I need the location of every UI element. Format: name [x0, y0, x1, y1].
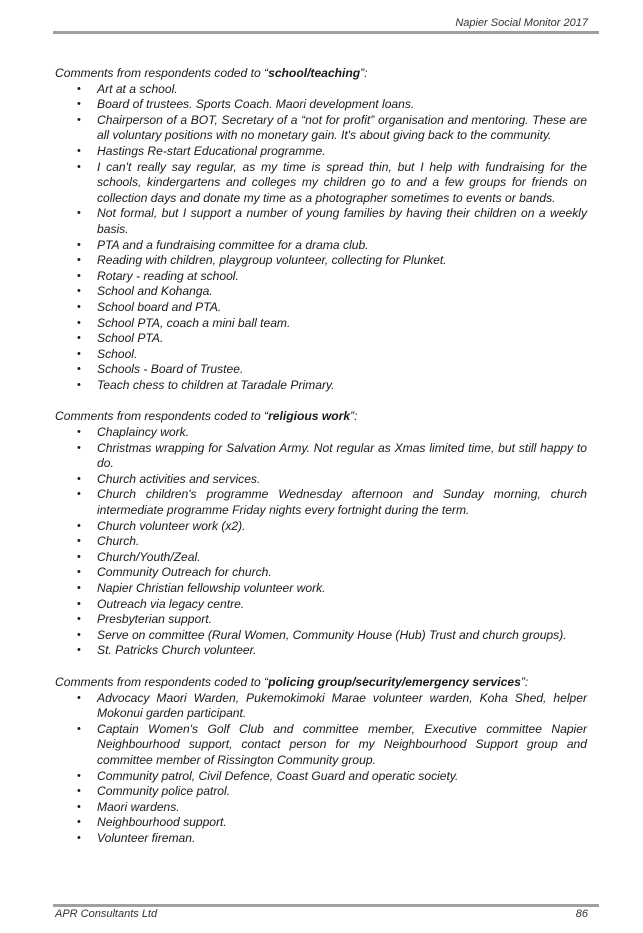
list-item: [77, 721, 587, 769]
list-item-text: Community police patrol.: [97, 784, 231, 799]
list-item: [77, 768, 587, 785]
list-item-text: Outreach via legacy centre.: [97, 596, 245, 611]
list-item-text: School and Kohanga.: [97, 284, 213, 299]
list-item-text: Board of trustees. Sports Coach. Maori development loans.: [97, 97, 415, 112]
bullet-icon: •: [77, 207, 81, 220]
list-item-text: Church/Youth/Zeal.: [97, 549, 201, 564]
comment-list: [55, 425, 587, 659]
list-item: [77, 268, 587, 285]
list-item-text: School board and PTA.: [97, 299, 222, 314]
section-keyword: religious work: [268, 409, 351, 424]
bullet-icon: •: [77, 144, 81, 157]
list-item-text: St. Patricks Church volunteer.: [97, 643, 257, 658]
bullet-icon: •: [77, 98, 81, 111]
bullet-icon: •: [77, 613, 81, 626]
list-item: [77, 143, 587, 160]
bullet-icon: •: [77, 347, 81, 360]
list-item: [77, 112, 587, 144]
bullet-icon: •: [77, 691, 81, 704]
bullet-icon: •: [77, 800, 81, 813]
bullet-icon: •: [77, 426, 81, 439]
bullet-icon: •: [77, 160, 81, 173]
bullet-icon: •: [77, 332, 81, 345]
list-item-text: Reading with children, playgroup volunteer, collecting for Plunket.: [97, 253, 447, 268]
bullet-icon: •: [77, 472, 81, 485]
bullet-icon: •: [77, 722, 81, 735]
list-item: [77, 596, 587, 613]
bullet-icon: •: [77, 113, 81, 126]
list-item-text: Napier Christian fellowship volunteer work.: [97, 581, 326, 595]
bullet-icon: •: [77, 831, 81, 844]
list-item-text: Neighbourhood support.: [97, 815, 227, 830]
section-heading: [55, 66, 587, 82]
section-heading-prefix: Comments from respondents coded to “: [55, 409, 269, 424]
bullet-icon: •: [77, 363, 81, 376]
section-heading-prefix: Comments from respondents coded to “: [55, 674, 269, 689]
list-item: [77, 487, 587, 518]
list-item-text: Advocacy Maori Warden, Pukemokimoki Marae volunteer warden, Koha Shed, helper Mokonui garden participant.: [97, 690, 587, 721]
list-item: [77, 784, 587, 800]
list-item-text: Community Outreach for church.: [97, 565, 272, 580]
list-item: [77, 643, 587, 659]
list-item: [77, 534, 587, 550]
list-item: [77, 471, 587, 488]
list-item-text: Serve on committee (Rural Women, Community House (Hub) Trust and church groups).: [97, 627, 567, 642]
list-item: [77, 331, 587, 347]
page-header-title: Napier Social Monitor 2017: [455, 17, 588, 29]
comment-list: [55, 691, 587, 847]
list-item-text: Church volunteer work (x2).: [97, 518, 246, 533]
list-item: [77, 253, 587, 269]
list-item-text: Christmas wrapping for Salvation Army. Not regular as Xmas limited time, but still happy to do.: [97, 440, 587, 471]
bullet-icon: •: [77, 441, 81, 454]
comment-list: [55, 82, 587, 394]
bullet-icon: •: [77, 519, 81, 532]
list-item: [77, 362, 587, 378]
section-heading-suffix: ”:: [520, 674, 529, 689]
list-item: [77, 581, 587, 597]
list-item-text: Hastings Re-start Educational programme.: [97, 143, 326, 158]
list-item: [77, 830, 587, 847]
list-item-text: Presbyterian support.: [97, 612, 212, 627]
header-divider: [53, 31, 599, 34]
list-item: [77, 377, 587, 394]
bullet-icon: •: [77, 285, 81, 298]
list-item-text: Captain Women's Golf Club and committee member, Executive committee Napier Neighbourhood support, contact person for my Neighbourhood Support group and committee member of Rissington Community group.: [97, 721, 587, 767]
list-item: [77, 549, 587, 566]
bullet-icon: •: [77, 300, 81, 313]
list-item: [77, 627, 587, 644]
bullet-icon: •: [77, 597, 81, 610]
list-item: [77, 612, 587, 628]
list-item-text: School PTA.: [97, 331, 164, 346]
list-item-text: PTA and a fundraising committee for a drama club.: [97, 237, 369, 252]
list-item: [77, 346, 587, 363]
list-item-text: Community patrol, Civil Defence, Coast Guard and operatic society.: [97, 768, 459, 783]
bullet-icon: •: [77, 785, 81, 798]
bullet-icon: •: [77, 816, 81, 829]
list-item-text: Teach chess to children at Taradale Primary.: [97, 377, 335, 392]
list-item: [77, 565, 587, 581]
section-heading: [55, 675, 587, 691]
list-item-text: Maori wardens.: [97, 799, 180, 814]
list-item: [77, 815, 587, 831]
list-item-text: Art at a school.: [97, 81, 178, 96]
bullet-icon: •: [77, 316, 81, 329]
list-item-text: Schools - Board of Trustee.: [97, 362, 244, 377]
list-item: [77, 299, 587, 316]
list-item-text: Rotary - reading at school.: [97, 268, 239, 283]
bullet-icon: •: [77, 254, 81, 267]
bullet-icon: •: [77, 269, 81, 282]
section-heading-suffix: ”:: [350, 409, 358, 424]
list-item: [77, 81, 587, 98]
bullet-icon: •: [77, 488, 81, 501]
bullet-icon: •: [77, 535, 81, 548]
page-number: 86: [575, 908, 588, 920]
list-item: [77, 315, 587, 332]
list-item: [77, 237, 587, 254]
section-heading-prefix: Comments from respondents coded to “: [55, 66, 269, 80]
list-item-text: Church children's programme Wednesday afternoon and Sunday morning, church intermediate programme Friday nights every fortnight during the term.: [97, 487, 587, 518]
list-item-text: School PTA, coach a mini ball team.: [97, 315, 291, 330]
comment-section: [55, 675, 587, 847]
footer-company: APR Consultants Ltd: [55, 908, 158, 920]
list-item: [77, 440, 587, 472]
bullet-icon: •: [77, 82, 81, 95]
section-heading-suffix: ”:: [360, 66, 368, 80]
list-item-text: Chaplaincy work.: [97, 425, 190, 440]
list-item-text: Church activities and services.: [97, 471, 261, 486]
list-item: [77, 97, 587, 113]
list-item: [77, 159, 587, 207]
comment-section: [55, 66, 587, 393]
list-item: [77, 799, 587, 816]
list-item: [77, 425, 587, 441]
bullet-icon: •: [77, 566, 81, 579]
list-item-text: Church.: [97, 534, 140, 549]
list-item: [77, 690, 587, 722]
bullet-icon: •: [77, 628, 81, 641]
bullet-icon: •: [77, 378, 81, 391]
list-item-text: I can't really say regular, as my time is spread thin, but I help with fundraising for the schools, kindergartens and colleges my children go to and a few groups for friends on collection days and donate my time as a photographer sometimes to events or bands.: [97, 159, 587, 205]
list-item: [77, 518, 587, 535]
list-item: [77, 284, 587, 300]
list-item: [77, 206, 587, 237]
bullet-icon: •: [77, 582, 81, 594]
comments-content: [55, 66, 587, 863]
list-item-text: Chairperson of a BOT, Secretary of a “not for profit” organisation and mentoring. These are all voluntary positions with no monetary gain. It's about giving back to the community.: [97, 112, 587, 143]
section-keyword: school/teaching: [268, 66, 361, 80]
bullet-icon: •: [77, 644, 81, 657]
section-heading: [55, 409, 587, 425]
section-keyword: policing group/security/emergency services: [268, 674, 521, 689]
list-item-text: Volunteer fireman.: [97, 830, 196, 845]
bullet-icon: •: [77, 550, 81, 563]
bullet-icon: •: [77, 238, 81, 251]
footer-divider: [53, 904, 599, 907]
list-item-text: Not formal, but I support a number of young families by having their children on a weekly basis.: [97, 206, 587, 236]
comment-section: [55, 409, 587, 659]
bullet-icon: •: [77, 769, 81, 782]
list-item-text: School.: [97, 346, 138, 361]
